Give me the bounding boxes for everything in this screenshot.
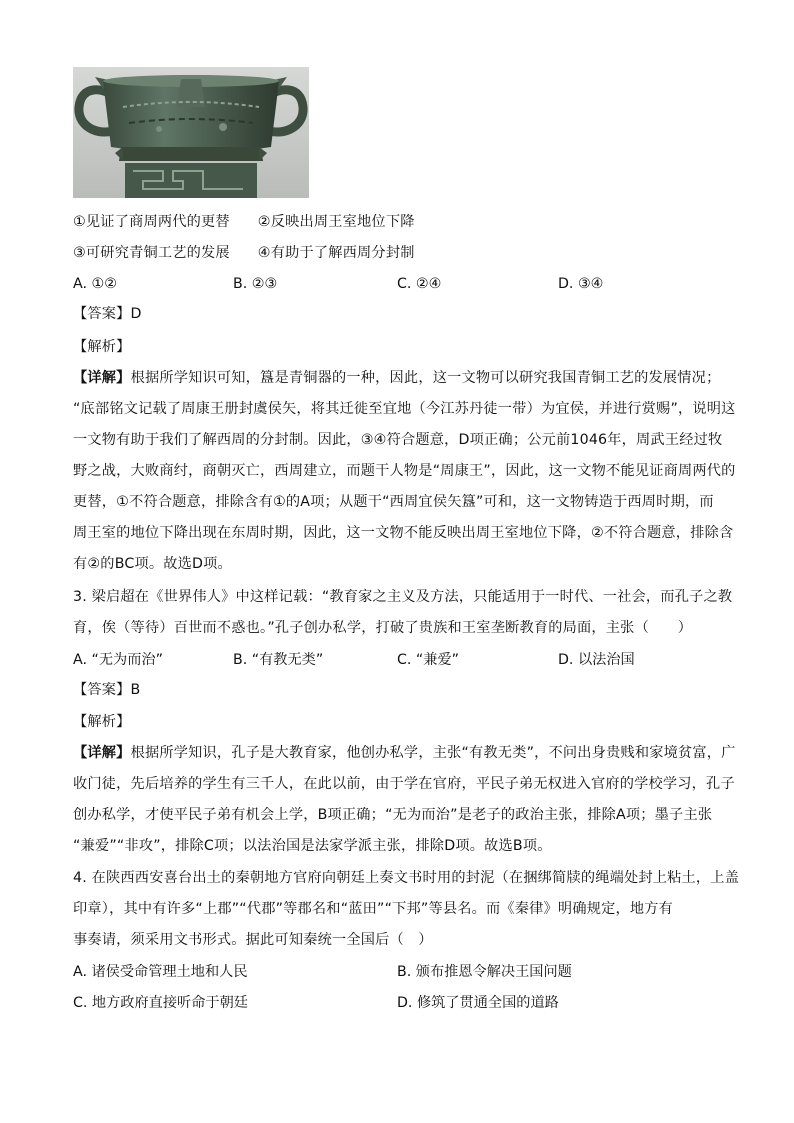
q3-detail-line-3: 创办私学，才使平民子弟有机会上学，B项正确；“无为而治”是老子的政治主张，排除A项；墨子主张	[73, 807, 713, 823]
q2-detail-line-1: 【详解】根据所学知识可知，簋是青铜器的一种，因此，这一文物可以研究我国青铜工艺的发展情况；	[73, 370, 721, 386]
q2-detail-line-5: 更替，①不符合题意，排除含有①的A项；从题干“西周宜侯矢簋”可和，这一文物铸造于西周时期，而	[73, 494, 714, 510]
q3-option-c[interactable]: C. “兼爱”	[397, 652, 460, 668]
statement-3: ③可研究青铜工艺的发展	[73, 245, 230, 261]
q3-option-a[interactable]: A. “无为而治”	[73, 652, 163, 668]
q3-option-b[interactable]: B. “有教无类”	[233, 652, 324, 668]
q2-detail-line-4: 野之战，大败商纣，商朝灭亡，西周建立，而题干人物是“周康王”，因此，这一文物不能见证商周两代的	[73, 463, 736, 479]
q3-detail-tag: 【详解】	[73, 745, 131, 761]
q2-detail-line-6: 周王室的地位下降出现在东周时期，因此，这一文物不能反映出周王室地位下降，②不符合题意，排除含	[73, 525, 734, 541]
q3-stem-line-1: 3. 梁启超在《世界伟人》中这样记载：“教育家之主义及方法，只能适用于一时代、一社会，而孔子之教	[73, 589, 733, 605]
q3-detail-line-4: “兼爱”“非攻”，排除C项；以法治国是法家学派主张，排除D项。故选B项。	[73, 838, 552, 854]
statement-row-2	[73, 243, 415, 263]
q2-option-c[interactable]: C. ②④	[397, 276, 442, 292]
q2-answer: 【答案】D	[73, 306, 142, 322]
q4-stem-line-2: 印章），其中有许多“上郡”“代郡”等郡名和“蓝田”“下邦”等县名。而《秦律》明确规定，地方有	[73, 901, 674, 917]
q2-detail-line-2: “底部铭文记载了周康王册封虞侯矢，将其迁徙至宜地（今江苏丹徒一带）为宜侯，并进行赏赐”，说明这	[73, 401, 736, 417]
q2-option-a[interactable]: A. ①②	[73, 276, 117, 292]
q2-detail-line-7: 有②的BC项。故选D项。	[73, 556, 232, 572]
q2-analysis-heading: 【解析】	[73, 339, 131, 355]
q4-stem-line-3: 事奏请，须采用文书形式。据此可知秦统一全国后（ ）	[73, 932, 433, 948]
statement-4: ④有助于了解西周分封制	[257, 245, 415, 261]
q3-stem-line-2: 育，俟（等待）百世而不惑也。”孔子创办私学，打破了贵族和王室垄断教育的局面，主张（ ）	[73, 620, 693, 636]
q4-option-c[interactable]: C. 地方政府直接听命于朝廷	[73, 995, 248, 1011]
q2-option-d[interactable]: D. ③④	[558, 276, 604, 292]
bronze-vessel-illustration	[73, 67, 309, 198]
q2-option-b[interactable]: B. ②③	[233, 276, 278, 292]
q3-option-d[interactable]: D. 以法治国	[558, 652, 635, 668]
q4-option-a[interactable]: A. 诸侯受命管理土地和人民	[73, 964, 248, 980]
q4-stem-line-1: 4. 在陕西西安喜台出土的秦朝地方官府向朝廷上奏文书时用的封泥（在捆绑简牍的绳端处封上粘土，上盖	[73, 870, 740, 886]
q4-option-d[interactable]: D. 修筑了贯通全国的道路	[397, 995, 559, 1011]
statement-row-1	[73, 212, 415, 232]
statement-1: ①见证了商周两代的更替	[73, 214, 230, 230]
q3-detail-line-2: 收门徒，先后培养的学生有三千人，在此以前，由于学在官府，平民子弟无权进入官府的学校学习，孔子	[73, 776, 735, 792]
q4-option-b[interactable]: B. 颁布推恩令解决王国问题	[397, 964, 572, 980]
q3-detail-line-1: 【详解】根据所学知识，孔子是大教育家，他创办私学，主张“有教无类”，不问出身贵贱和家境贫富，广	[73, 745, 736, 761]
bronze-gui-vessel-image	[73, 67, 309, 198]
statement-2: ②反映出周王室地位下降	[257, 214, 415, 230]
q2-detail-tag: 【详解】	[73, 370, 131, 386]
q2-detail-line-3: 一文物有助于我们了解西周的分封制。因此，③④符合题意，D项正确；公元前1046年，周武王经过牧	[73, 432, 723, 448]
q3-answer: 【答案】B	[73, 682, 141, 698]
q3-analysis-heading: 【解析】	[73, 714, 131, 730]
